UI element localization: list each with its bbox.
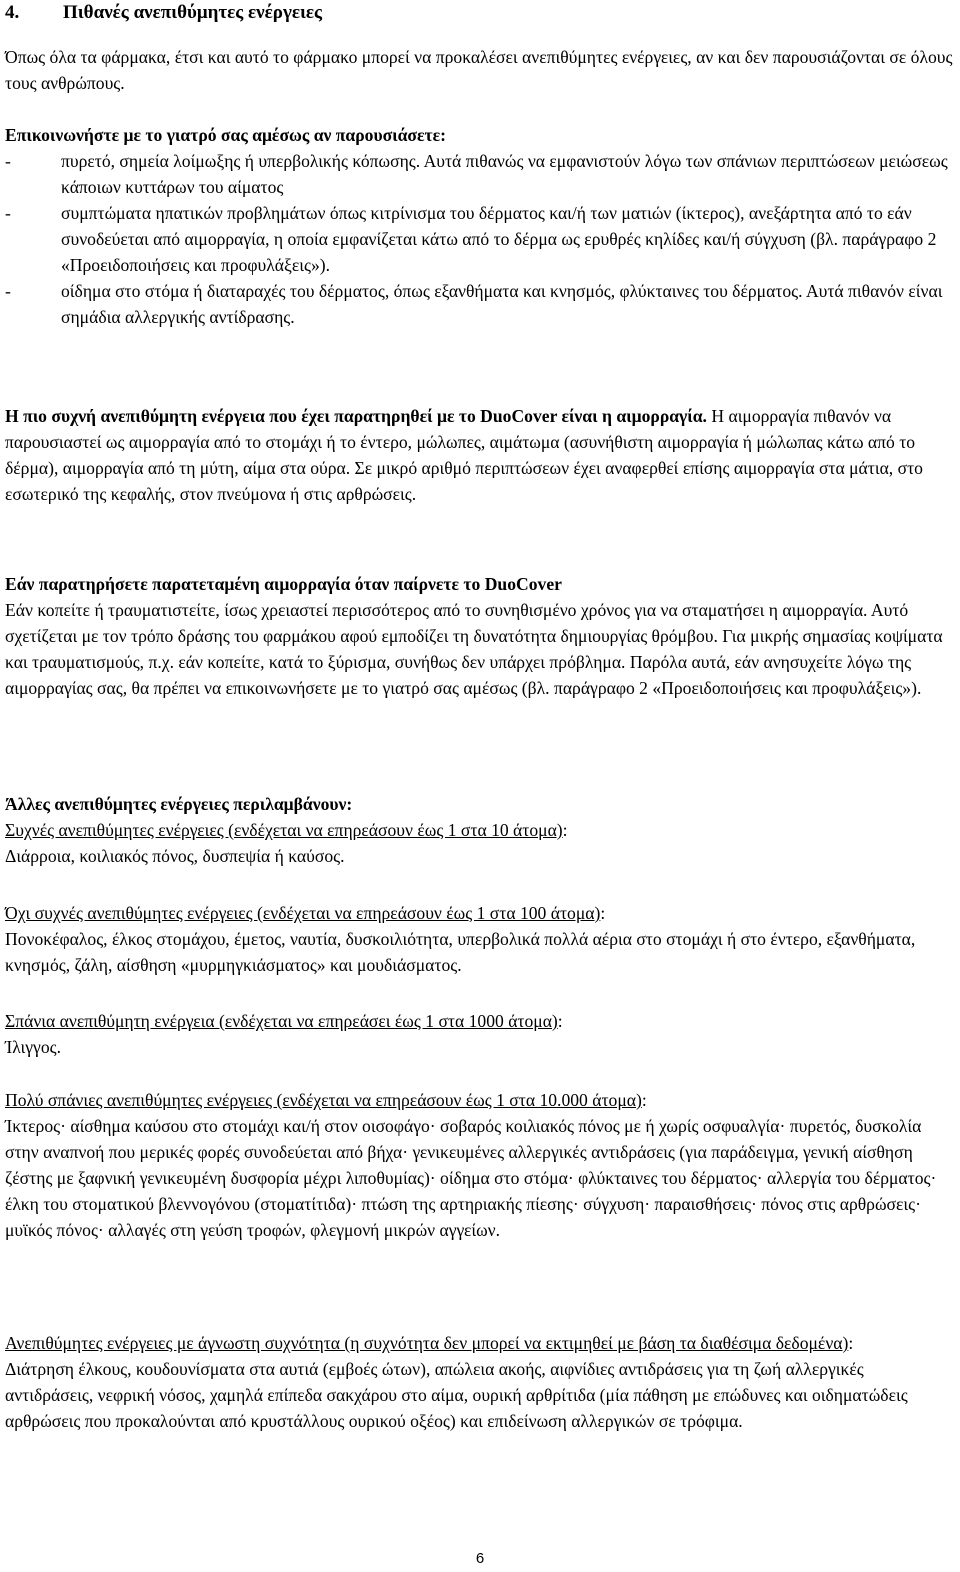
intro-paragraph: Όπως όλα τα φάρμακα, έτσι και αυτό το φάρμακο μπορεί να προκαλέσει ανεπιθύμητες ενέργειες, αν και δεν παρουσιάζονται σε όλους τους ανθρώπους.	[5, 47, 953, 93]
bleeding-text: Η αιμορραγία πιθανόν να παρουσιαστεί ως αιμορραγία από το στομάχι ή το έντερο, μώλωπες, αιμάτωμα (ασυνήθιστη αιμορραγία ή μώλωπας κάτω από το δέρμα), αιμορραγία από τη μύτη, αίμα στα ούρα. Σε μικρό αριθμό περιπτώσεων έχει αναφερθεί επίσης αιμορραγία στα μάτια, στο εσωτερικό της κεφαλής, στον πνεύμονα ή στις αρθρώσεις.	[5, 406, 923, 504]
section-title: Πιθανές ανεπιθύμητες ενέργειες	[63, 2, 322, 23]
list-item: - πυρετό, σημεία λοίμωξης ή υπερβολικής κόπωσης. Αυτά πιθανώς να εμφανιστούν λόγω των σπάνιων περιπτώσεων μειώσεως κάποιων κυττάρων του αίματος	[5, 151, 948, 197]
common-effects-text: Διάρροια, κοιλιακός πόνος, δυσπεψία ή καύσος.	[5, 846, 345, 866]
prolonged-bleeding-heading: Εάν παρατηρήσετε παρατεταμένη αιμορραγία όταν παίρνετε το DuoCover	[5, 574, 562, 594]
prolonged-bleeding-text: Εάν κοπείτε ή τραυματιστείτε, ίσως χρειαστεί περισσότερος από το συνηθισμένο χρόνος για να σταματήσει η αιμορραγία. Αυτό σχετίζεται με τον τρόπο δράσης του φαρμάκου αφού εμποδίζει τη δυνατότητα δημιουργίας θρόμβου. Για μικρής σημασίας κοψίματα και τραυματισμούς, π.χ. εάν κοπείτε, κατά το ξύρισμα, συνήθως δεν υπάρχει πρόβλημα. Παρόλα αυτά, εάν ανησυχείτε λόγω της αιμορραγίας σας, θα πρέπει να επικοινωνήσετε με το γιατρό σας αμέσως (βλ. παράγραφο 2 «Προειδοποιήσεις και προφυλάξεις»).	[5, 600, 943, 698]
unknown-frequency-label: Ανεπιθύμητες ενέργειες με άγνωστη συχνότητα (η συχνότητα δεν μπορεί να εκτιμηθεί με βάση τα διαθέσιμα δεδομένα)	[5, 1333, 849, 1353]
very-rare-effects-text: Ίκτερος· αίσθημα καύσου στο στομάχι και/ή στον οισοφάγο· σοβαρός κοιλιακός πόνος με ή χωρίς οσφυαλγία· πυρετός, δυσκολία στην αναπνοή που μερικές φορές συνοδεύεται από βήχα· γενικευμένες αλλεργικές αντιδράσεις (για παράδειγμα, γενική αίσθηση ζέστης με ξαφνική γενικευμένη δυσφορία μέχρι λιποθυμίας)· οίδημα στο στόμα· φλύκταινες του δέρματος· αλλεργία του δέρματος· έλκη του στοματικού βλεννογόνου (στοματίτιδα)· πτώση της αρτηριακής πίεσης· σύγχυση· παραισθήσεις· πόνος στις αρθρώσεις· μυϊκός πόνος· αλλαγές στη γεύση τροφών, φλεγμονή μικρών αγγείων.	[5, 1116, 937, 1240]
uncommon-effects-text: Πονοκέφαλος, έλκος στομάχου, έμετος, ναυτία, δυσκοιλιότητα, υπερβολικά πολλά αέρια στο στομάχι ή στο έντερο, εξανθήματα, κνησμός, ζάλη, αίσθηση «μυρμηγκιάσματος» και μουδιάσματος.	[5, 929, 916, 975]
other-effects-heading-block: Άλλες ανεπιθύμητες ενέργειες περιλαμβάνουν: Συχνές ανεπιθύμητες ενέργειες (ενδέχεται να επηρεάσουν έως 1 στα 10 άτομα): Διάρροια, κοιλιακός πόνος, δυσπεψία ή καύσος.	[5, 791, 955, 869]
page-number: 6	[475, 1550, 485, 1567]
list-item: - οίδημα στο στόμα ή διαταραχές του δέρματος, όπως εξανθήματα και κνησμός, φλύκταινες του δέρματος. Αυτά πιθανόν είναι σημάδια αλλεργικής αντίδρασης.	[5, 281, 943, 327]
unknown-frequency-section: Ανεπιθύμητες ενέργειες με άγνωστη συχνότητα (η συχνότητα δεν μπορεί να εκτιμηθεί με βάση τα διαθέσιμα δεδομένα): Διάτρηση έλκους, κουδουνίσματα στα αυτιά (εμβοές ώτων), απώλεια ακοής, αιφνίδιες αντιδράσεις για τη ζωή αλλεργικές αντιδράσεις, νεφρική νόσος, χαμηλά επίπεδα σακχάρου στο αίμα, ουρική αρθρίτιδα (μία πάθηση με επώδυνες και οιδηματώδεις αρθρώσεις που προκαλούνται από κρυστάλλους ουρικού οξέος) και επιδείνωση αλλεργικών σε τρόφιμα.	[5, 1330, 955, 1434]
prolonged-bleeding-section	[5, 571, 955, 701]
bleeding-bold-statement: Η πιο συχνή ανεπιθύμητη ενέργεια που έχει παρατηρηθεί με το DuoCover είναι η αιμορραγία.	[5, 406, 707, 426]
uncommon-effects-label: Όχι συχνές ανεπιθύμητες ενέργειες (ενδέχεται να επηρεάσουν έως 1 στα 100 άτομα)	[5, 903, 601, 923]
other-effects-heading: Άλλες ανεπιθύμητες ενέργειες περιλαμβάνουν:	[5, 794, 353, 814]
common-effects-label: Συχνές ανεπιθύμητες ενέργειες (ενδέχεται να επηρεάσουν έως 1 στα 10 άτομα)	[5, 820, 563, 840]
list-item: - συμπτώματα ηπατικών προβλημάτων όπως κιτρίνισμα του δέρματος και/ή των ματιών (ίκτερος), ανεξάρτητα από το εάν συνοδεύεται από αιμορραγία, η οποία εμφανίζεται κάτω από το δέρμα ως ερυθρές κηλίδες και/ή σύγχυση (βλ. παράγραφο 2 «Προειδοποιήσεις και προφυλάξεις»).	[5, 203, 937, 275]
rare-effects-label: Σπάνια ανεπιθύμητη ενέργεια (ενδέχεται να επηρεάσει έως 1 στα 1000 άτομα)	[5, 1011, 558, 1031]
section-number: 4.	[5, 2, 20, 23]
very-rare-effects-label: Πολύ σπάνιες ανεπιθύμητες ενέργειες (ενδέχεται να επηρεάσουν έως 1 στα 10.000 άτομα)	[5, 1090, 642, 1110]
uncommon-effects-section: Όχι συχνές ανεπιθύμητες ενέργειες (ενδέχεται να επηρεάσουν έως 1 στα 100 άτομα): Πονοκέφαλος, έλκος στομάχου, έμετος, ναυτία, δυσκοιλιότητα, υπερβολικά πολλά αέρια στο στομάχι ή στο έντερο, εξανθήματα, κνησμός, ζάλη, αίσθηση «μυρμηγκιάσματος» και μουδιάσματος.	[5, 900, 955, 978]
rare-effects-text: Ίλιγγος.	[5, 1037, 61, 1057]
unknown-frequency-text: Διάτρηση έλκους, κουδουνίσματα στα αυτιά (εμβοές ώτων), απώλεια ακοής, αιφνίδιες αντιδράσεις για τη ζωή αλλεργικές αντιδράσεις, νεφρική νόσος, χαμηλά επίπεδα σακχάρου στο αίμα, ουρική αρθρίτιδα (μία πάθηση με επώδυνες και οιδηματώδεις αρθρώσεις που προκαλούνται από κρυστάλλους ουρικού οξέος) και επιδείνωση αλλεργικών σε τρόφιμα.	[5, 1359, 908, 1431]
very-rare-effects-section: Πολύ σπάνιες ανεπιθύμητες ενέργειες (ενδέχεται να επηρεάσουν έως 1 στα 10.000 άτομα): Ίκτερος· αίσθημα καύσου στο στομάχι και/ή στον οισοφάγο· σοβαρός κοιλιακός πόνος με ή χωρίς οσφυαλγία· πυρετός, δυσκολία στην αναπνοή που μερικές φορές συνοδεύεται από βήχα· γενικευμένες αλλεργικές αντιδράσεις (για παράδειγμα, γενική αίσθηση ζέστης με ξαφνική γενικευμένη δυσφορία μέχρι λιποθυμίας)· οίδημα στο στόμα· φλύκταινες του δέρματος· αλλεργία του δέρματος· έλκη του στοματικού βλεννογόνου (στοματίτιδα)· πτώση της αρτηριακής πίεσης· σύγχυση· παραισθήσεις· πόνος στις αρθρώσεις· μυϊκός πόνος· αλλαγές στη γεύση τροφών, φλεγμονή μικρών αγγείων.	[5, 1087, 955, 1243]
contact-doctor-heading: Επικοινωνήστε με το γιατρό σας αμέσως αν παρουσιάσετε:	[5, 125, 446, 145]
section-heading	[5, 2, 322, 24]
contact-doctor-section	[5, 122, 955, 330]
rare-effects-section: Σπάνια ανεπιθύμητη ενέργεια (ενδέχεται να επηρεάσει έως 1 στα 1000 άτομα): Ίλιγγος.	[5, 1008, 955, 1060]
bleeding-paragraph	[5, 403, 955, 507]
